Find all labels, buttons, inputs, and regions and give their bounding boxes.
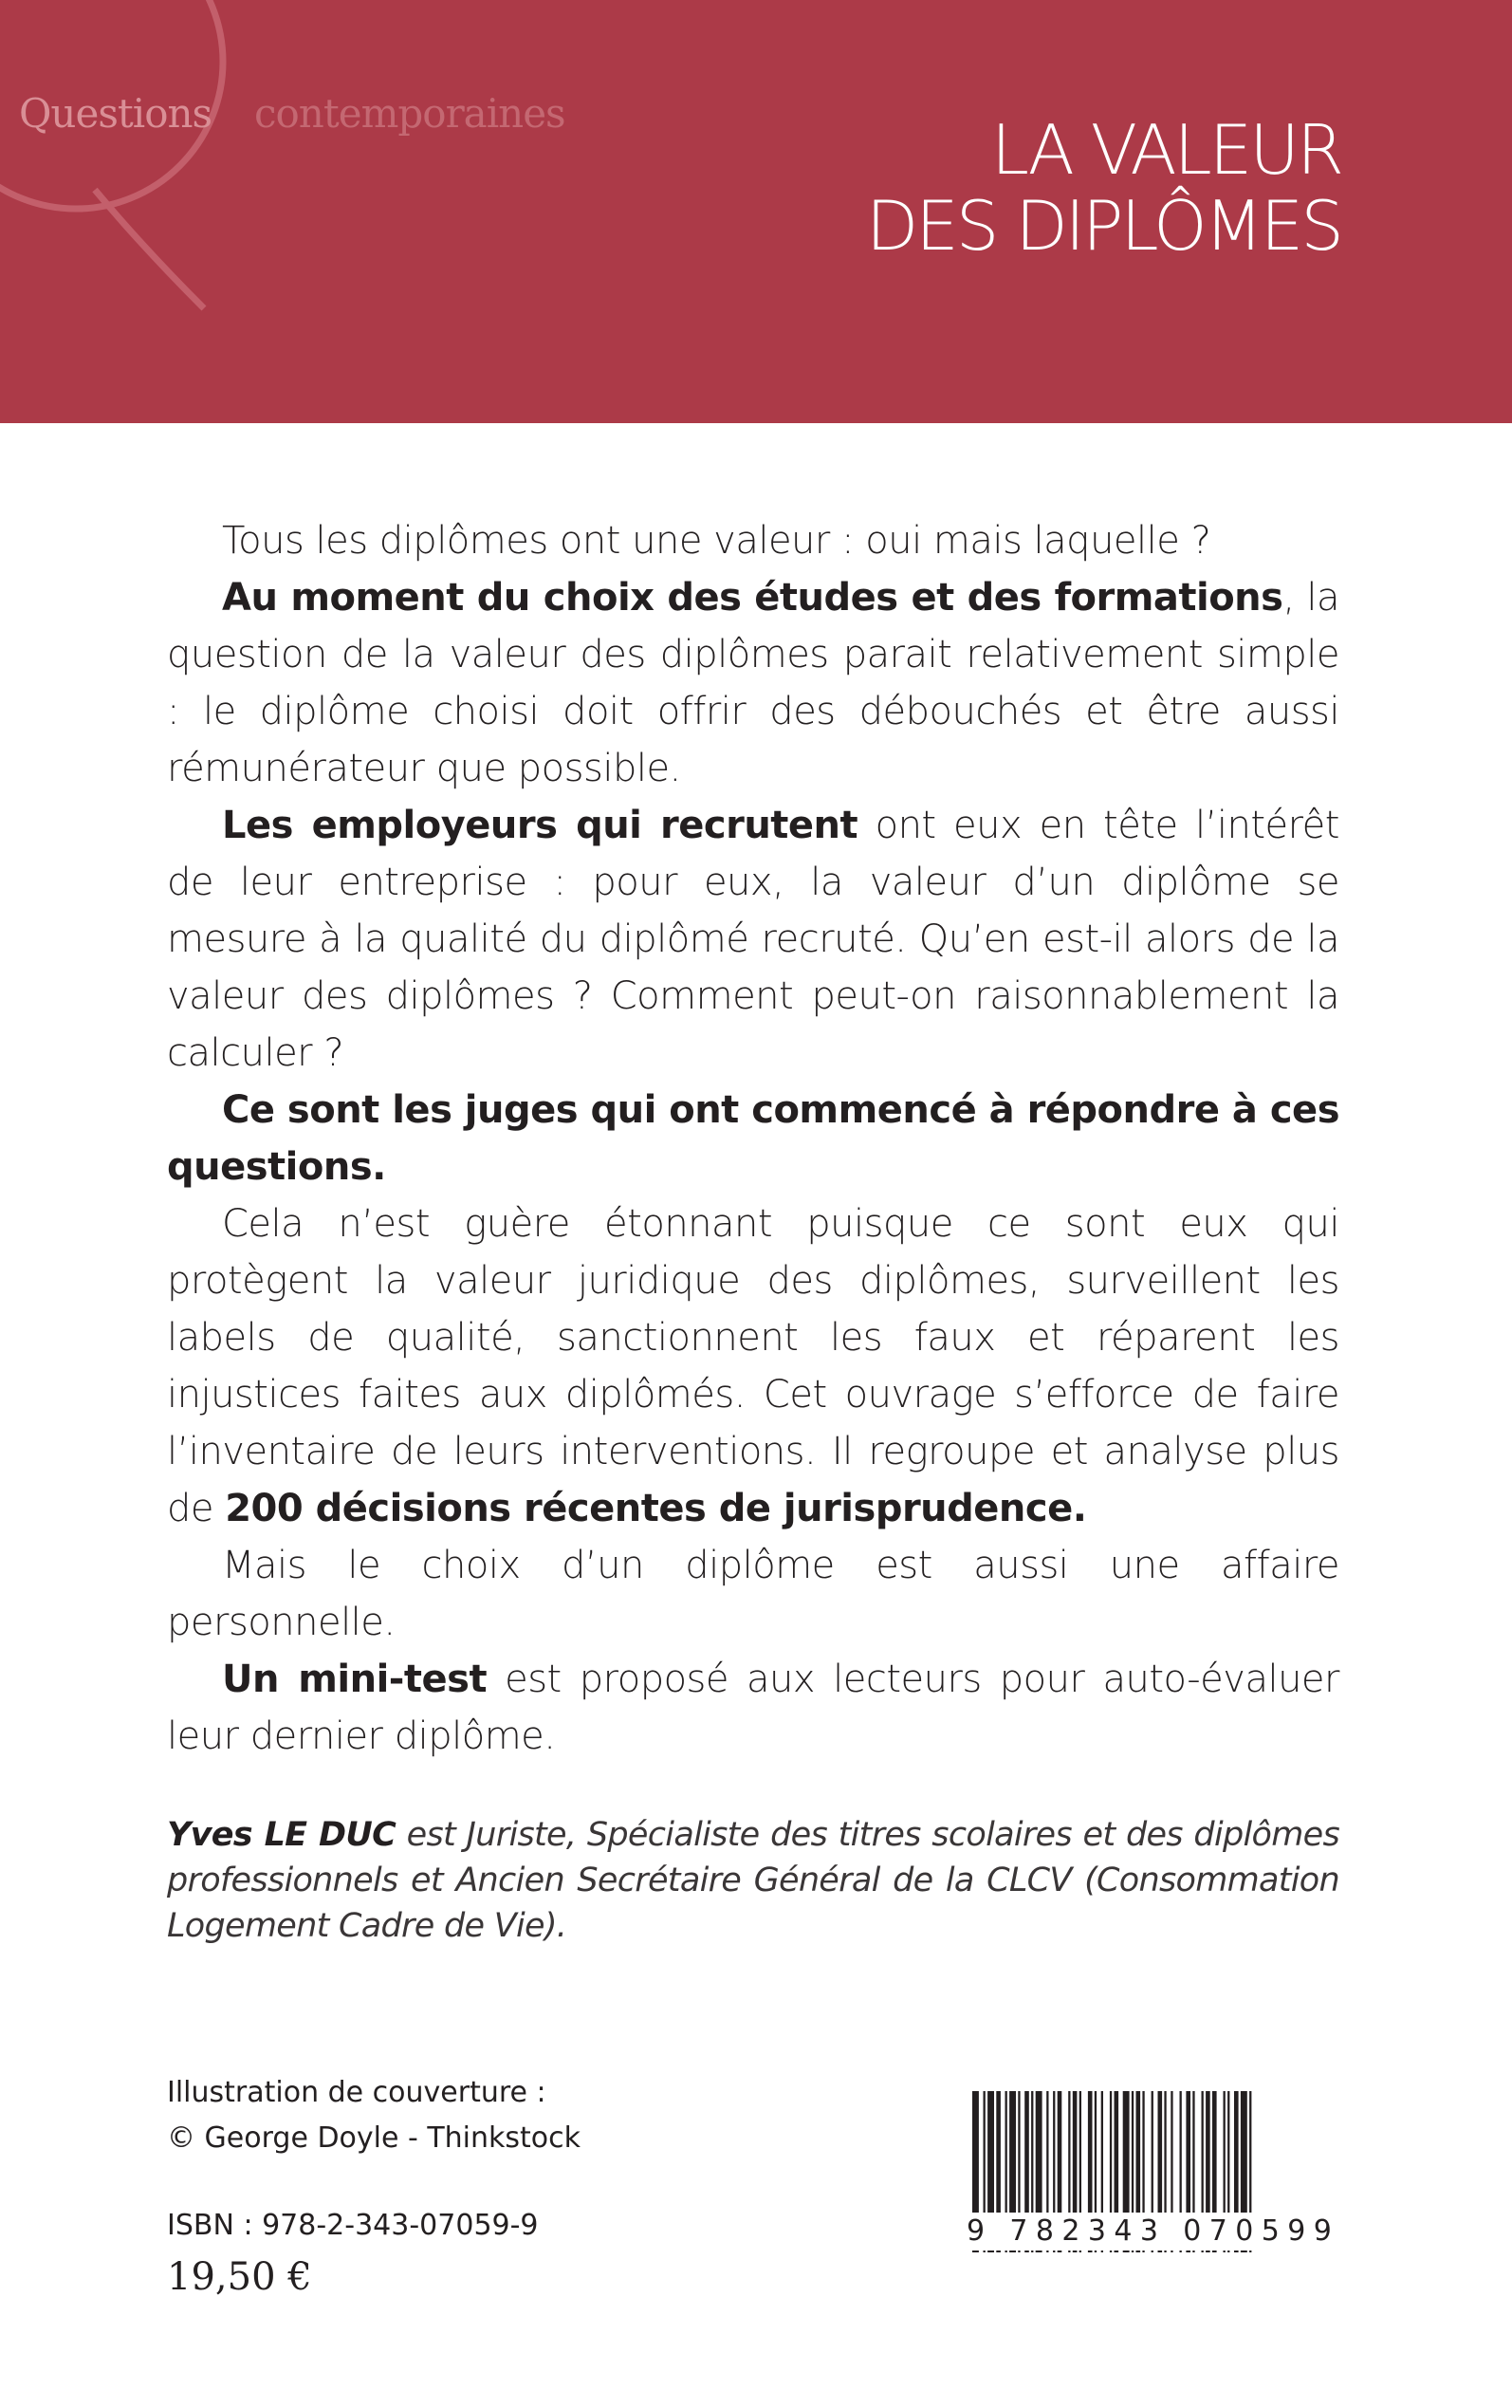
blurb-paragraph: Tous les diplômes ont une valeur : oui mais laquelle ? [222, 519, 1211, 563]
blurb-paragraph: Ce sont les juges qui ont commencé à répondre à ces questions. [167, 1088, 1339, 1189]
series-name-contemporaines: contemporaines [254, 90, 565, 137]
barcode-icon [961, 2087, 1340, 2315]
price: 19,50 € [167, 2255, 312, 2299]
series-q-logo-icon [0, 0, 247, 323]
book-title-line-1: LA VALEUR [990, 110, 1341, 190]
blurb-paragraph: Au moment du choix des études et des formations, la question de la valeur des diplômes parait relativement simple : le diplôme choisi doit offrir des débouchés et être aussi rémunérateur que possible. [167, 576, 1340, 790]
barcode-number: 9 782343 070599 [961, 2213, 1340, 2251]
illustration-credit-label: Illustration de couverture : [167, 2076, 546, 2109]
blurb-paragraph: Mais le choix d’un diplôme est aussi une affaire personnelle. [167, 1544, 1339, 1644]
blurb-paragraph: Les employeurs qui recrutent ont eux en tête l’intérêt de leur entreprise : pour eux, la valeur d’un diplôme se mesure à la qualité du diplômé recruté. Qu’en est-il alors de la valeur des diplômes ? Comment peut-on raisonnablement la calculer ? [167, 804, 1339, 1075]
book-title-line-2: DES DIPLÔMES [865, 186, 1341, 266]
blurb-paragraph: Un mini-test est proposé aux lecteurs pour auto-évaluer leur dernier diplôme. [167, 1658, 1339, 1758]
author-bio-text: est Juriste, Spécialiste des titres scolaires et des diplômes professionnels et Ancien Secrétaire Général de la CLCV (Consommation Logement Cadre de Vie). [167, 1816, 1339, 1945]
author-name: Yves LE DUC [167, 1816, 396, 1854]
series-name-questions: Questions [19, 90, 212, 137]
blurb-paragraph: Cela n’est guère étonnant puisque ce sont eux qui protègent la valeur juridique des diplômes, surveillent les labels de qualité, sanctionnent les faux et réparent les injustices faites aux diplômés. Cet ouvrage s’efforce de faire l’inventaire de leurs interventions. Il regroupe et analyse plus de 200 décisions récentes de jurisprudence. [167, 1202, 1339, 1530]
back-cover-blurb [167, 512, 1339, 1765]
isbn: ISBN : 978-2-343-07059-9 [167, 2209, 539, 2242]
cover-header-band [0, 0, 1512, 423]
author-bio [167, 1812, 1339, 1949]
illustration-credit-name: © George Doyle - Thinkstock [167, 2121, 581, 2155]
